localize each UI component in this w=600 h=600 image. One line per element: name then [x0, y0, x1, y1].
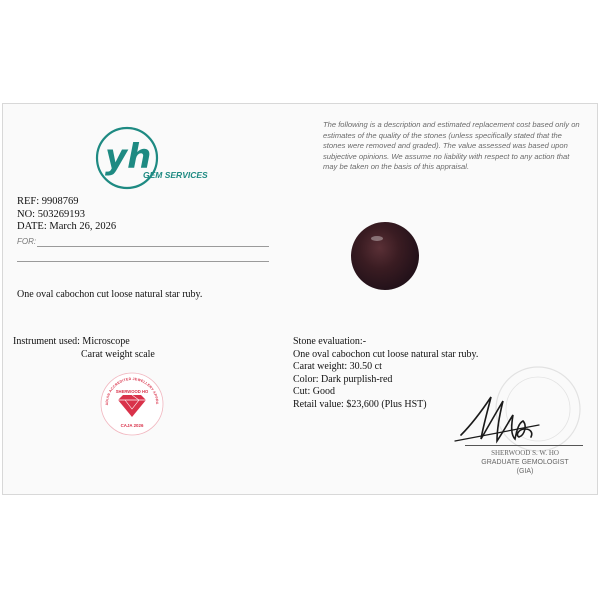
for-line-1	[37, 246, 269, 247]
reference-block	[17, 196, 116, 234]
logo-mark: yh	[105, 137, 152, 177]
seal-name: SHERWOOD HO	[115, 389, 149, 394]
stone-cut: Cut: Good	[293, 386, 335, 397]
retail-value: Retail value: $23,600 (Plus HST)	[293, 398, 427, 410]
stone-color: Color: Dark purplish-red	[293, 373, 393, 385]
ruby-stone-image	[351, 222, 419, 290]
signatory-name: SHERWOOD S. W. HO	[491, 449, 559, 457]
seal-bottom-text: CAJA 2026	[120, 423, 144, 428]
evaluation-heading: Stone evaluation:-	[293, 336, 367, 347]
for-label: FOR:	[17, 237, 37, 246]
logo-subtitle: GEM SERVICES	[143, 170, 208, 180]
yh-gem-services-logo	[91, 120, 211, 200]
appraisal-certificate	[2, 103, 598, 495]
disclaimer-text: The following is a description and estimated replacement cost based only on estimates of the quality of the stones (unless specifically stated that the stones were removed and graded). The value assessed was based upon subjective opinions. We assume no liability with respect to any action that may be taken on the basis of this appraisal.	[323, 120, 580, 172]
instrument-line-2: Carat weight scale	[81, 348, 155, 360]
instrument-line-1: Instrument used: Microscope	[13, 336, 130, 347]
signatory-title-line-1: GRADUATE GEMOLOGIST	[481, 459, 569, 466]
ref-number: REF: 9908769	[17, 196, 79, 207]
certificate-number: NO: 503269193	[17, 208, 85, 220]
evaluation-description: One oval cabochon cut loose natural star ruby.	[293, 348, 479, 360]
signature-line	[465, 445, 583, 446]
appraisal-date: DATE: March 26, 2026	[17, 221, 117, 232]
instruments-used	[13, 336, 155, 361]
signatory-title	[475, 459, 575, 476]
stone-highlight	[371, 236, 383, 241]
item-description: One oval cabochon cut loose natural star ruby.	[17, 289, 203, 300]
signature	[453, 389, 543, 449]
seal-ring-text: ADIAN ACCREDITED JEWELLERY APPRA	[104, 376, 160, 406]
carat-weight: Carat weight: 30.50 ct	[293, 361, 382, 372]
appraiser-seal	[99, 371, 165, 437]
signatory-title-line-2: (GIA)	[516, 467, 534, 475]
for-line-2	[17, 261, 269, 262]
